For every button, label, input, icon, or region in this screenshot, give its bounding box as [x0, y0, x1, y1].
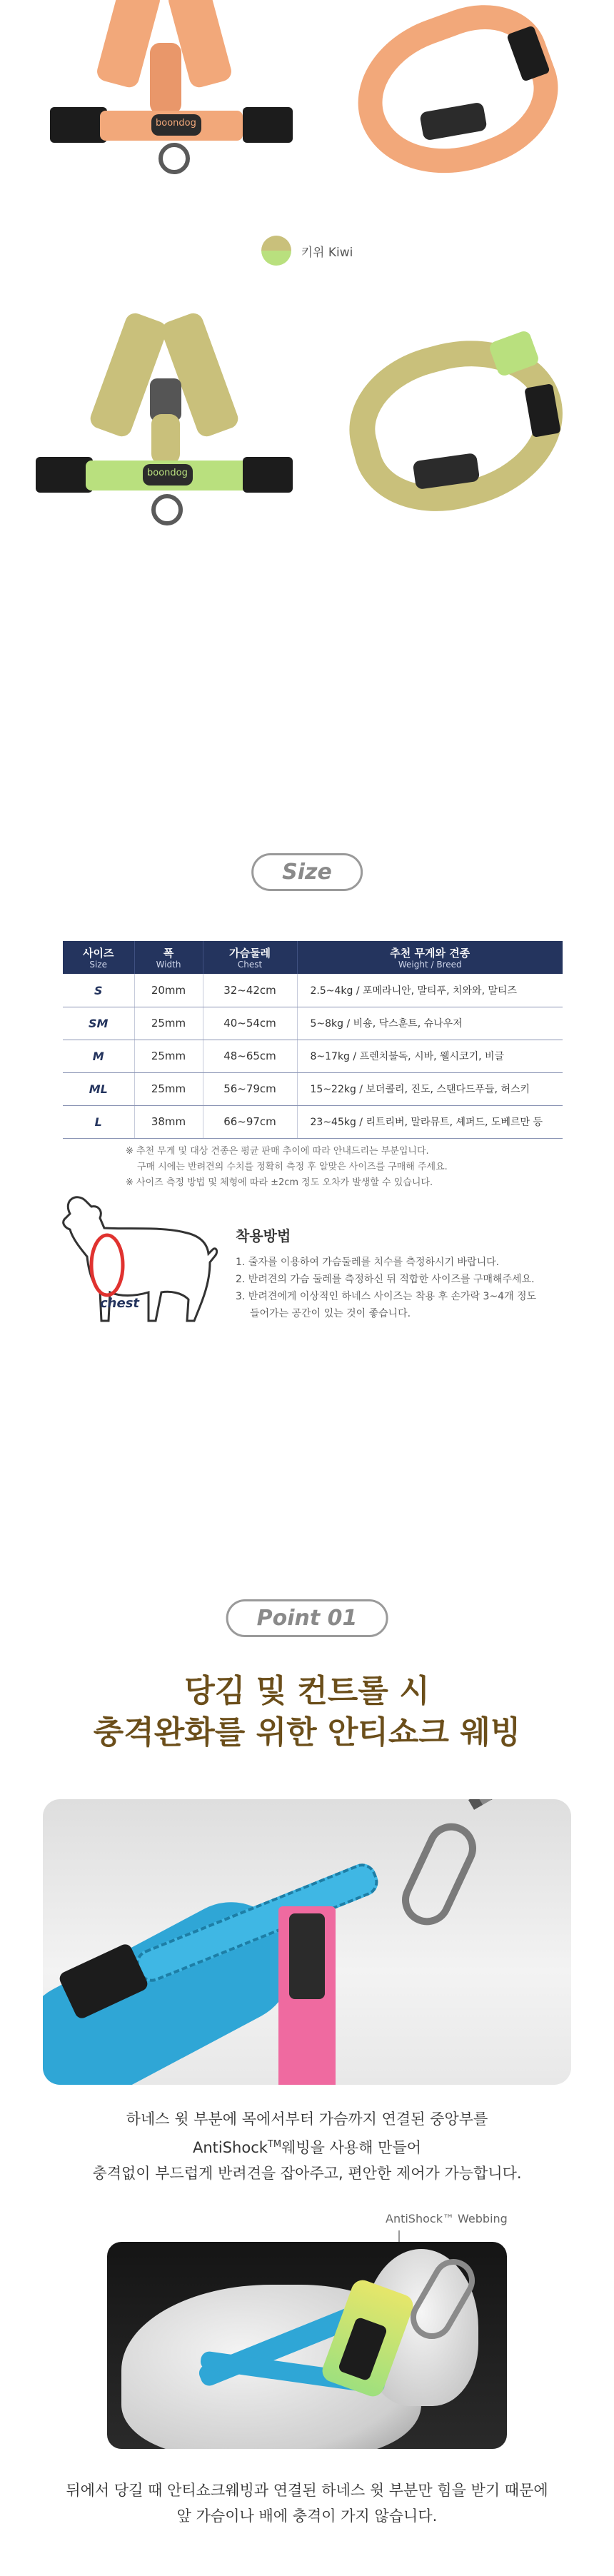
- note-line: ※ 사이즈 측정 방법 및 체형에 따라 ±2cm 정도 오차가 발생할 수 있습니다.: [126, 1177, 433, 1188]
- header-size: 사이즈 Size: [63, 941, 134, 974]
- kiwi-harness-side-image: [336, 314, 593, 528]
- chest-label: chest: [100, 1296, 140, 1311]
- how-to-line: 1. 줄자를 이용하여 가슴둘레를 치수를 측정하시기 바랍니다.: [236, 1257, 500, 1268]
- size-badge: Size: [251, 853, 363, 891]
- chest-cell: 66~97cm: [203, 1105, 297, 1138]
- size-cell: SM: [63, 1007, 134, 1040]
- how-to-line: 들어가는 공간이 있는 것이 좋습니다.: [250, 1308, 411, 1319]
- size-cell: S: [63, 974, 134, 1007]
- antishock-description-1: [0, 2106, 614, 2186]
- chest-cell: 32~42cm: [203, 974, 297, 1007]
- size-notes: [126, 1144, 448, 1191]
- header-width: 폭 Width: [134, 941, 203, 974]
- table-row: [63, 1040, 563, 1072]
- breed-cell: 8~17kg / 프렌치불독, 시바, 웰시코기, 비글: [297, 1040, 563, 1072]
- chest-cell: 56~79cm: [203, 1072, 297, 1105]
- desc1-line2: AntiShock™웨빙을 사용해 만들어: [192, 2139, 422, 2156]
- how-to-title: 착용방법: [236, 1227, 291, 1244]
- point-title: [0, 1671, 614, 1754]
- breed-cell: 15~22kg / 보더콜리, 진도, 스탠다드푸들, 허스키: [297, 1072, 563, 1105]
- note-line: ※ 추천 무게 및 대상 견종은 평균 판매 추이에 따라 안내드리는 부분입니다.: [126, 1146, 429, 1157]
- kiwi-swatch-icon: [261, 236, 291, 266]
- point-badge: Point 01: [226, 1599, 388, 1637]
- how-to-line: 3. 반려견에게 이상적인 하네스 사이즈는 착용 후 손가락 3~4개 정도: [236, 1291, 537, 1302]
- dog-outline-icon: [41, 1185, 220, 1335]
- width-cell: 20mm: [134, 974, 203, 1007]
- breed-cell: 23~45kg / 리트리버, 말라뮤트, 셰퍼드, 도베르만 등: [297, 1105, 563, 1138]
- kiwi-color-option: [0, 236, 614, 266]
- size-cell: M: [63, 1040, 134, 1072]
- table-row: [63, 974, 563, 1007]
- width-cell: 25mm: [134, 1040, 203, 1072]
- chest-cell: 48~65cm: [203, 1040, 297, 1072]
- size-table: [63, 941, 563, 1139]
- size-table-header: [63, 941, 563, 974]
- antishock-closeup-image: [43, 1799, 571, 2085]
- size-cell: ML: [63, 1072, 134, 1105]
- breed-cell: 5~8kg / 비숑, 닥스훈트, 슈나우저: [297, 1007, 563, 1040]
- how-to-measure: [236, 1224, 536, 1322]
- kiwi-harness-photos: [0, 314, 614, 528]
- desc1-line3: 충격없이 부드럽게 반려견을 잡아주고, 편안한 제어가 가능합니다.: [92, 2165, 522, 2182]
- width-cell: 25mm: [134, 1072, 203, 1105]
- desc1-line1: 하네스 윗 부분에 목에서부터 가슴까지 연결된 중앙부를: [126, 2110, 488, 2128]
- callout-text: AntiShock™ Webbing: [386, 2212, 508, 2225]
- brand-tag: boondog: [147, 468, 188, 478]
- table-row: [63, 1072, 563, 1105]
- desc2-line2: 앞 가슴이나 배에 충격이 가지 않습니다.: [176, 2507, 438, 2525]
- breed-cell: 2.5~4kg / 포메라니안, 말티푸, 치와와, 말티즈: [297, 974, 563, 1007]
- brand-tag: boondog: [156, 118, 196, 129]
- how-to-line: 2. 반려견의 가슴 둘레를 측정하신 뒤 적합한 사이즈를 구매해주세요.: [236, 1274, 535, 1285]
- chest-cell: 40~54cm: [203, 1007, 297, 1040]
- kiwi-label: 키위 Kiwi: [301, 245, 353, 260]
- size-cell: L: [63, 1105, 134, 1138]
- peach-harness-front-image: [29, 0, 300, 186]
- width-cell: 25mm: [134, 1007, 203, 1040]
- antishock-mannequin-image: [107, 2242, 507, 2449]
- point-title-line1: 당김 및 컨트롤 시: [184, 1673, 430, 1709]
- table-row: [63, 1007, 563, 1040]
- dog-chest-measure-illustration: [41, 1185, 220, 1335]
- kiwi-harness-front-image: [29, 314, 300, 528]
- peach-harness-side-image: [336, 0, 593, 186]
- desc2-line1: 뒤에서 당길 때 안티쇼크웨빙과 연결된 하네스 윗 부분만 힘을 받기 때문에: [66, 2482, 548, 2499]
- table-row: [63, 1105, 563, 1138]
- antishock-description-2: [0, 2477, 614, 2529]
- note-line: 구매 시에는 반려견의 수치를 정확히 측정 후 알맞은 사이즈를 구매해 주세요.: [137, 1162, 448, 1172]
- antishock-callout: [386, 2212, 508, 2225]
- header-weight-breed: 추천 무게와 견종 Weight / Breed: [297, 941, 563, 974]
- point-title-line2: 충격완화를 위한 안티쇼크 웨빙: [93, 1714, 521, 1751]
- width-cell: 38mm: [134, 1105, 203, 1138]
- header-chest: 가슴둘레 Chest: [203, 941, 297, 974]
- peach-harness-photos: [0, 0, 614, 186]
